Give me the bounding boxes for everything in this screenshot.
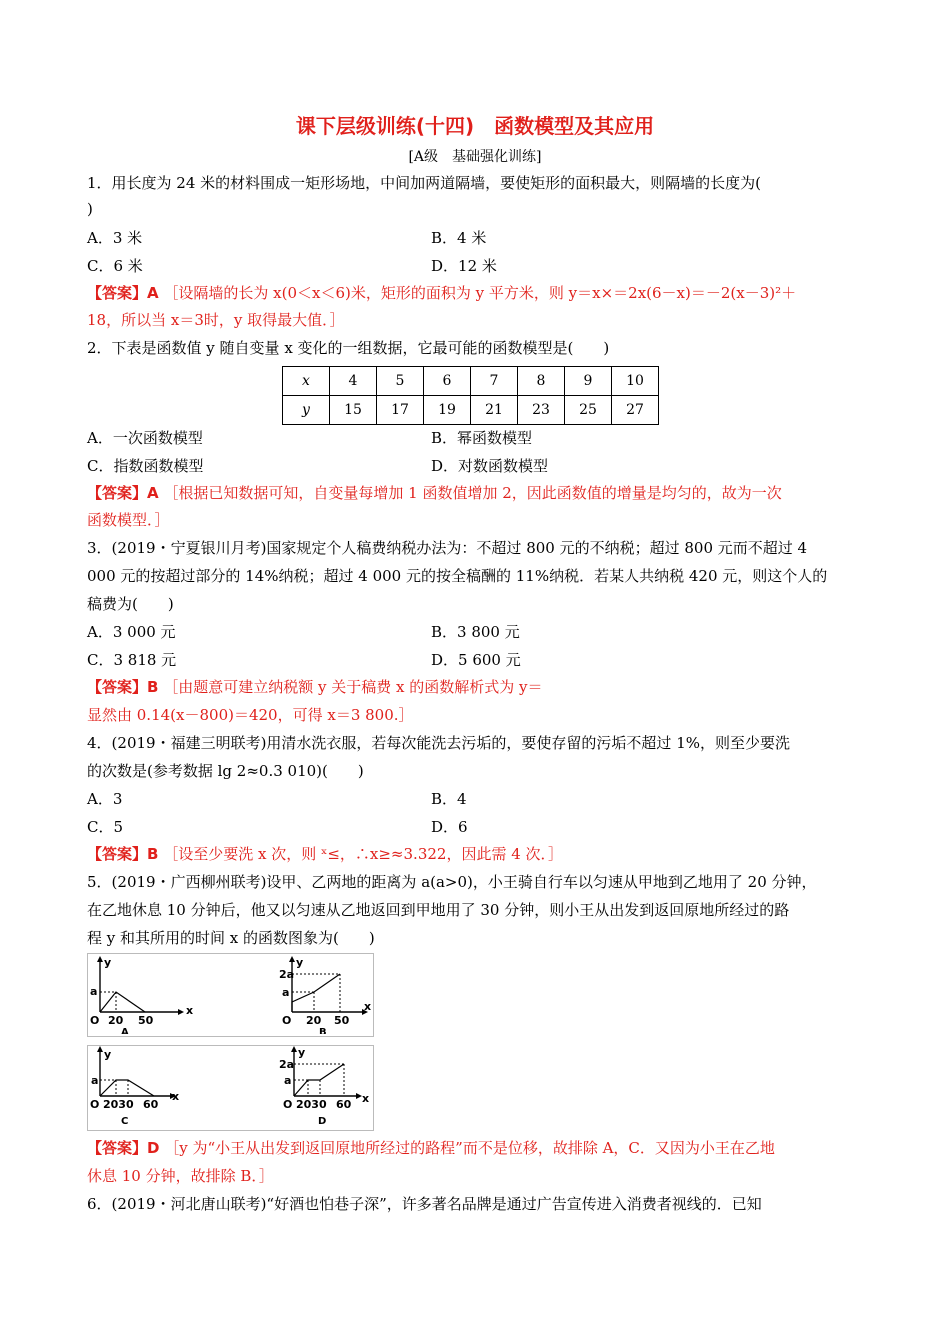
graph-a-origin: O [90, 1014, 100, 1027]
q5-answer-line1 [87, 1138, 775, 1158]
q3-answer-tag: 【答案】B [87, 678, 159, 696]
graph-c-label-a: a [91, 1074, 99, 1087]
graph-c-origin: O [90, 1098, 100, 1111]
table-cell: 8 [518, 367, 565, 396]
table-cell: 25 [565, 396, 612, 425]
q1-stem-line1: 1．用长度为 24 米的材料围成一矩形场地，中间加两道隔墙，要使矩形的面积最大，则隔墙的长度为( [87, 174, 762, 192]
table-row-y [283, 396, 659, 425]
q4-answer-line1 [87, 844, 563, 864]
q4-option-d: D．6 [431, 818, 468, 836]
graph-d-axis-y: y [298, 1046, 306, 1059]
q1-stem-line2: ) [87, 200, 93, 218]
table-cell: y [283, 396, 330, 425]
q2-option-a: A．一次函数模型 [87, 429, 203, 447]
graph-d-tick-60: 60 [336, 1098, 352, 1111]
table-cell: 17 [377, 396, 424, 425]
q3-stem-line2: 000 元的按超过部分的 14%纳税；超过 4 000 元的按全稿酬的 11%纳税．若某人共纳税 420 元，则这个人的 [87, 567, 828, 585]
table-cell: 5 [377, 367, 424, 396]
graph-d-axis-x: x [362, 1092, 370, 1105]
graph-a-axis-x: x [186, 1004, 194, 1017]
table-cell: 9 [565, 367, 612, 396]
q2-option-c: C．指数函数模型 [87, 457, 204, 475]
q5-stem-line3: 程 y 和其所用的时间 x 的函数图象为( ) [87, 929, 375, 947]
q2-option-d: D．对数函数模型 [431, 457, 549, 475]
q3-stem-line1: 3．(2019・宁夏银川月考)国家规定个人稿费纳税办法为：不超过 800 元的不纳税；超过 800 元而不超过 4 [87, 539, 808, 557]
graph-b-tick-20: 20 [306, 1014, 322, 1027]
q4-answer-tag: 【答案】B [87, 845, 159, 863]
graph-b-axis-x: x [364, 1000, 372, 1013]
graph-a [88, 954, 198, 1034]
q2-option-b: B．幂函数模型 [431, 429, 533, 447]
q6-stem-line1: 6．(2019・河北唐山联考)“好酒也怕巷子深”，许多著名品牌是通过广告宣传进入消费者视线的．已知 [87, 1195, 762, 1213]
q1-option-d: D．12 米 [431, 257, 497, 275]
q3-option-b: B．3 800 元 [431, 623, 520, 641]
graph-b-label-a: a [282, 986, 290, 999]
q1-option-a: A．3 米 [87, 229, 143, 247]
q3-stem-line3: 稿费为( ) [87, 595, 174, 613]
q2-answer-line2: 函数模型．］ [87, 511, 170, 529]
graph-b-label-2a: 2a [279, 968, 295, 981]
table-cell: 19 [424, 396, 471, 425]
q2-stem: 2．下表是函数值 y 随自变量 x 变化的一组数据，它最可能的函数模型是( ) [87, 339, 610, 357]
q5-stem-line2: 在乙地休息 10 分钟后，他又以匀速从乙地返回到甲地用了 30 分钟，则小王从出发到返回原地所经过的路 [87, 901, 790, 919]
q4-option-c: C．5 [87, 818, 124, 836]
graph-c-caption: C [121, 1116, 129, 1127]
graph-d-label-a: a [284, 1074, 292, 1087]
graph-d-tick-2030: 2030 [296, 1098, 327, 1111]
graph-a-caption: A [121, 1027, 129, 1034]
q5-answer-tag: 【答案】D [87, 1139, 160, 1157]
graph-b-tick-50: 50 [334, 1014, 350, 1027]
q1-answer-line2: 18，所以当 x＝3时，y 取得最大值．］ [87, 311, 345, 329]
table-cell: 10 [612, 367, 659, 396]
q3-answer-line1 [87, 677, 542, 697]
q4-stem-line2: 的次数是(参考数据 lg 2≈0.3 010)( ) [87, 762, 364, 780]
graph-a-label-a: a [90, 985, 98, 998]
table-cell: 27 [612, 396, 659, 425]
table-cell: 4 [330, 367, 377, 396]
graph-c-axis-x: x [172, 1090, 180, 1103]
graph-d-origin: O [283, 1098, 293, 1111]
q4-option-b: B．4 [431, 790, 467, 808]
graph-b [278, 954, 372, 1034]
q3-option-c: C．3 818 元 [87, 651, 177, 669]
q1-answer-line1 [87, 283, 796, 303]
q5-answer-text: ［y 为“小王从出发到返回原地所经过的路程”而不是位移，故排除 A，C．又因为小王在乙地 [164, 1139, 775, 1157]
q1-answer-tag: 【答案】A [87, 284, 159, 302]
q4-stem-line1: 4．(2019・福建三明联考)用清水洗衣服，若每次能洗去污垢的，要使存留的污垢不超过 1%，则至少要洗 [87, 734, 790, 752]
graph-b-axis-y: y [296, 956, 304, 969]
table-row-x [283, 367, 659, 396]
table-cell: 7 [471, 367, 518, 396]
graph-d-caption: D [318, 1116, 327, 1127]
q3-option-a: A．3 000 元 [87, 623, 176, 641]
q2-answer-line1 [87, 483, 782, 503]
q4-answer-text: ［设至少要洗 x 次，则 ˣ≤，∴x≥≈3.322，因此需 4 次．］ [163, 845, 564, 863]
graph-c [88, 1046, 198, 1128]
graph-c-tick-60: 60 [143, 1098, 159, 1111]
q4-option-a: A．3 [87, 790, 123, 808]
graph-a-tick-20: 20 [108, 1014, 124, 1027]
q2-answer-tag: 【答案】A [87, 484, 159, 502]
q2-data-table [282, 366, 659, 425]
graph-c-axis-y: y [104, 1048, 112, 1061]
q3-option-d: D．5 600 元 [431, 651, 521, 669]
graph-b-origin: O [282, 1014, 292, 1027]
q1-option-b: B．4 米 [431, 229, 487, 247]
graph-d [278, 1046, 372, 1128]
graph-a-axis-y: y [104, 956, 112, 969]
q1-answer-text: ［设隔墙的长为 x(0＜x＜6)米，矩形的面积为 y 平方米，则 y＝x×＝2x(6－x)＝－2(x－3)²＋ [163, 284, 797, 302]
q2-answer-text: ［根据已知数据可知，自变量每增加 1 函数值增加 2，因此函数值的增量是均匀的，故为一次 [163, 484, 782, 502]
page-title: 课下层级训练(十四) 函数模型及其应用 [295, 114, 655, 138]
graph-a-tick-50: 50 [138, 1014, 154, 1027]
section-subtitle: [A级 基础强化训练] [408, 149, 542, 165]
graph-b-caption: B [319, 1027, 327, 1034]
table-cell: 23 [518, 396, 565, 425]
q3-answer-text: ［由题意可建立纳税额 y 关于稿费 x 的函数解析式为 y＝ [163, 678, 543, 696]
q1-option-c: C．6 米 [87, 257, 143, 275]
table-cell: x [283, 367, 330, 396]
q5-stem-line1: 5．(2019・广西柳州联考)设甲、乙两地的距离为 a(a>0)，小王骑自行车以匀速从甲地到乙地用了 20 分钟， [87, 873, 817, 891]
graph-d-label-2a: 2a [279, 1058, 295, 1071]
q5-answer-line2: 休息 10 分钟，故排除 B．］ [87, 1167, 274, 1185]
table-cell: 6 [424, 367, 471, 396]
table-cell: 15 [330, 396, 377, 425]
q3-answer-line2: 显然由 0.14(x－800)＝420，可得 x＝3 800.］ [87, 706, 414, 724]
table-cell: 21 [471, 396, 518, 425]
graph-c-tick-2030: 2030 [103, 1098, 134, 1111]
